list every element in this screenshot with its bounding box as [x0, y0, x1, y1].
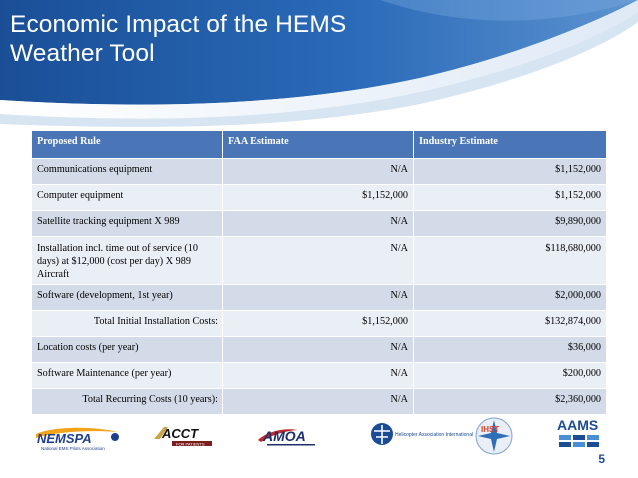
- hai-logo-text: Helicopter Association International: [395, 432, 474, 438]
- partner-logos: [0, 410, 638, 460]
- row-label: Software (development, 1st year): [32, 285, 223, 311]
- acct-logo: [152, 424, 214, 448]
- hai-logo: [370, 417, 474, 453]
- table-row: [32, 363, 607, 389]
- faa-value: N/A: [223, 211, 414, 237]
- table-header-row: [32, 131, 607, 159]
- header-proposed-rule: Proposed Rule: [32, 131, 223, 159]
- row-label-total: Total Initial Installation Costs:: [32, 311, 223, 337]
- row-label: Installation incl. time out of service (10 days) at $12,000 (cost per day) X 989 Aircraft: [32, 237, 223, 285]
- faa-value: $1,152,000: [223, 311, 414, 337]
- ihst-logo-text: IHST: [481, 425, 500, 434]
- row-label: Software Maintenance (per year): [32, 363, 223, 389]
- faa-value: N/A: [223, 237, 414, 285]
- amoa-logo: [257, 426, 319, 448]
- faa-value: N/A: [223, 159, 414, 185]
- row-label: Location costs (per year): [32, 337, 223, 363]
- faa-value: N/A: [223, 389, 414, 415]
- slide-title: [10, 10, 430, 68]
- row-label: Communications equipment: [32, 159, 223, 185]
- nemspa-logo: [34, 424, 120, 452]
- table-row: [32, 237, 607, 285]
- faa-value: N/A: [223, 337, 414, 363]
- table-row: [32, 337, 607, 363]
- row-label-total: Total Recurring Costs (10 years):: [32, 389, 223, 415]
- industry-value: $36,000: [414, 337, 607, 363]
- table-row-total: [32, 311, 607, 337]
- aams-logo-text: AAMS: [557, 417, 599, 433]
- table-row: [32, 185, 607, 211]
- industry-value: $2,360,000: [414, 389, 607, 415]
- header-industry-estimate: Industry Estimate: [414, 131, 607, 159]
- row-label: Computer equipment: [32, 185, 223, 211]
- aams-logo: [555, 416, 603, 454]
- acct-logo-text: ACCT: [162, 426, 199, 441]
- nemspa-logo-subtext: National EMS Pilots Association: [41, 446, 105, 451]
- industry-value: $2,000,000: [414, 285, 607, 311]
- ihst-logo: [472, 415, 516, 457]
- acct-logo-subtext: FOR PATIENTS: [176, 441, 205, 447]
- header-faa-estimate: FAA Estimate: [223, 131, 414, 159]
- industry-value: $118,680,000: [414, 237, 607, 285]
- faa-value: $1,152,000: [223, 185, 414, 211]
- nemspa-logo-text: NEMSPA: [37, 431, 92, 446]
- table-row: [32, 211, 607, 237]
- industry-value: $132,874,000: [414, 311, 607, 337]
- cost-estimate-table: [31, 130, 607, 415]
- industry-value: $9,890,000: [414, 211, 607, 237]
- row-label: Satellite tracking equipment X 989: [32, 211, 223, 237]
- industry-value: $1,152,000: [414, 185, 607, 211]
- table-row: [32, 285, 607, 311]
- industry-value: $1,152,000: [414, 159, 607, 185]
- faa-value: N/A: [223, 363, 414, 389]
- table-row: [32, 159, 607, 185]
- page-number: 5: [598, 452, 605, 466]
- slide-title-line1: Economic Impact of the HEMS: [10, 11, 347, 38]
- faa-value: N/A: [223, 285, 414, 311]
- slide-title-line2: Weather Tool: [10, 40, 155, 67]
- amoa-logo-text: AMOA: [263, 428, 306, 444]
- industry-value: $200,000: [414, 363, 607, 389]
